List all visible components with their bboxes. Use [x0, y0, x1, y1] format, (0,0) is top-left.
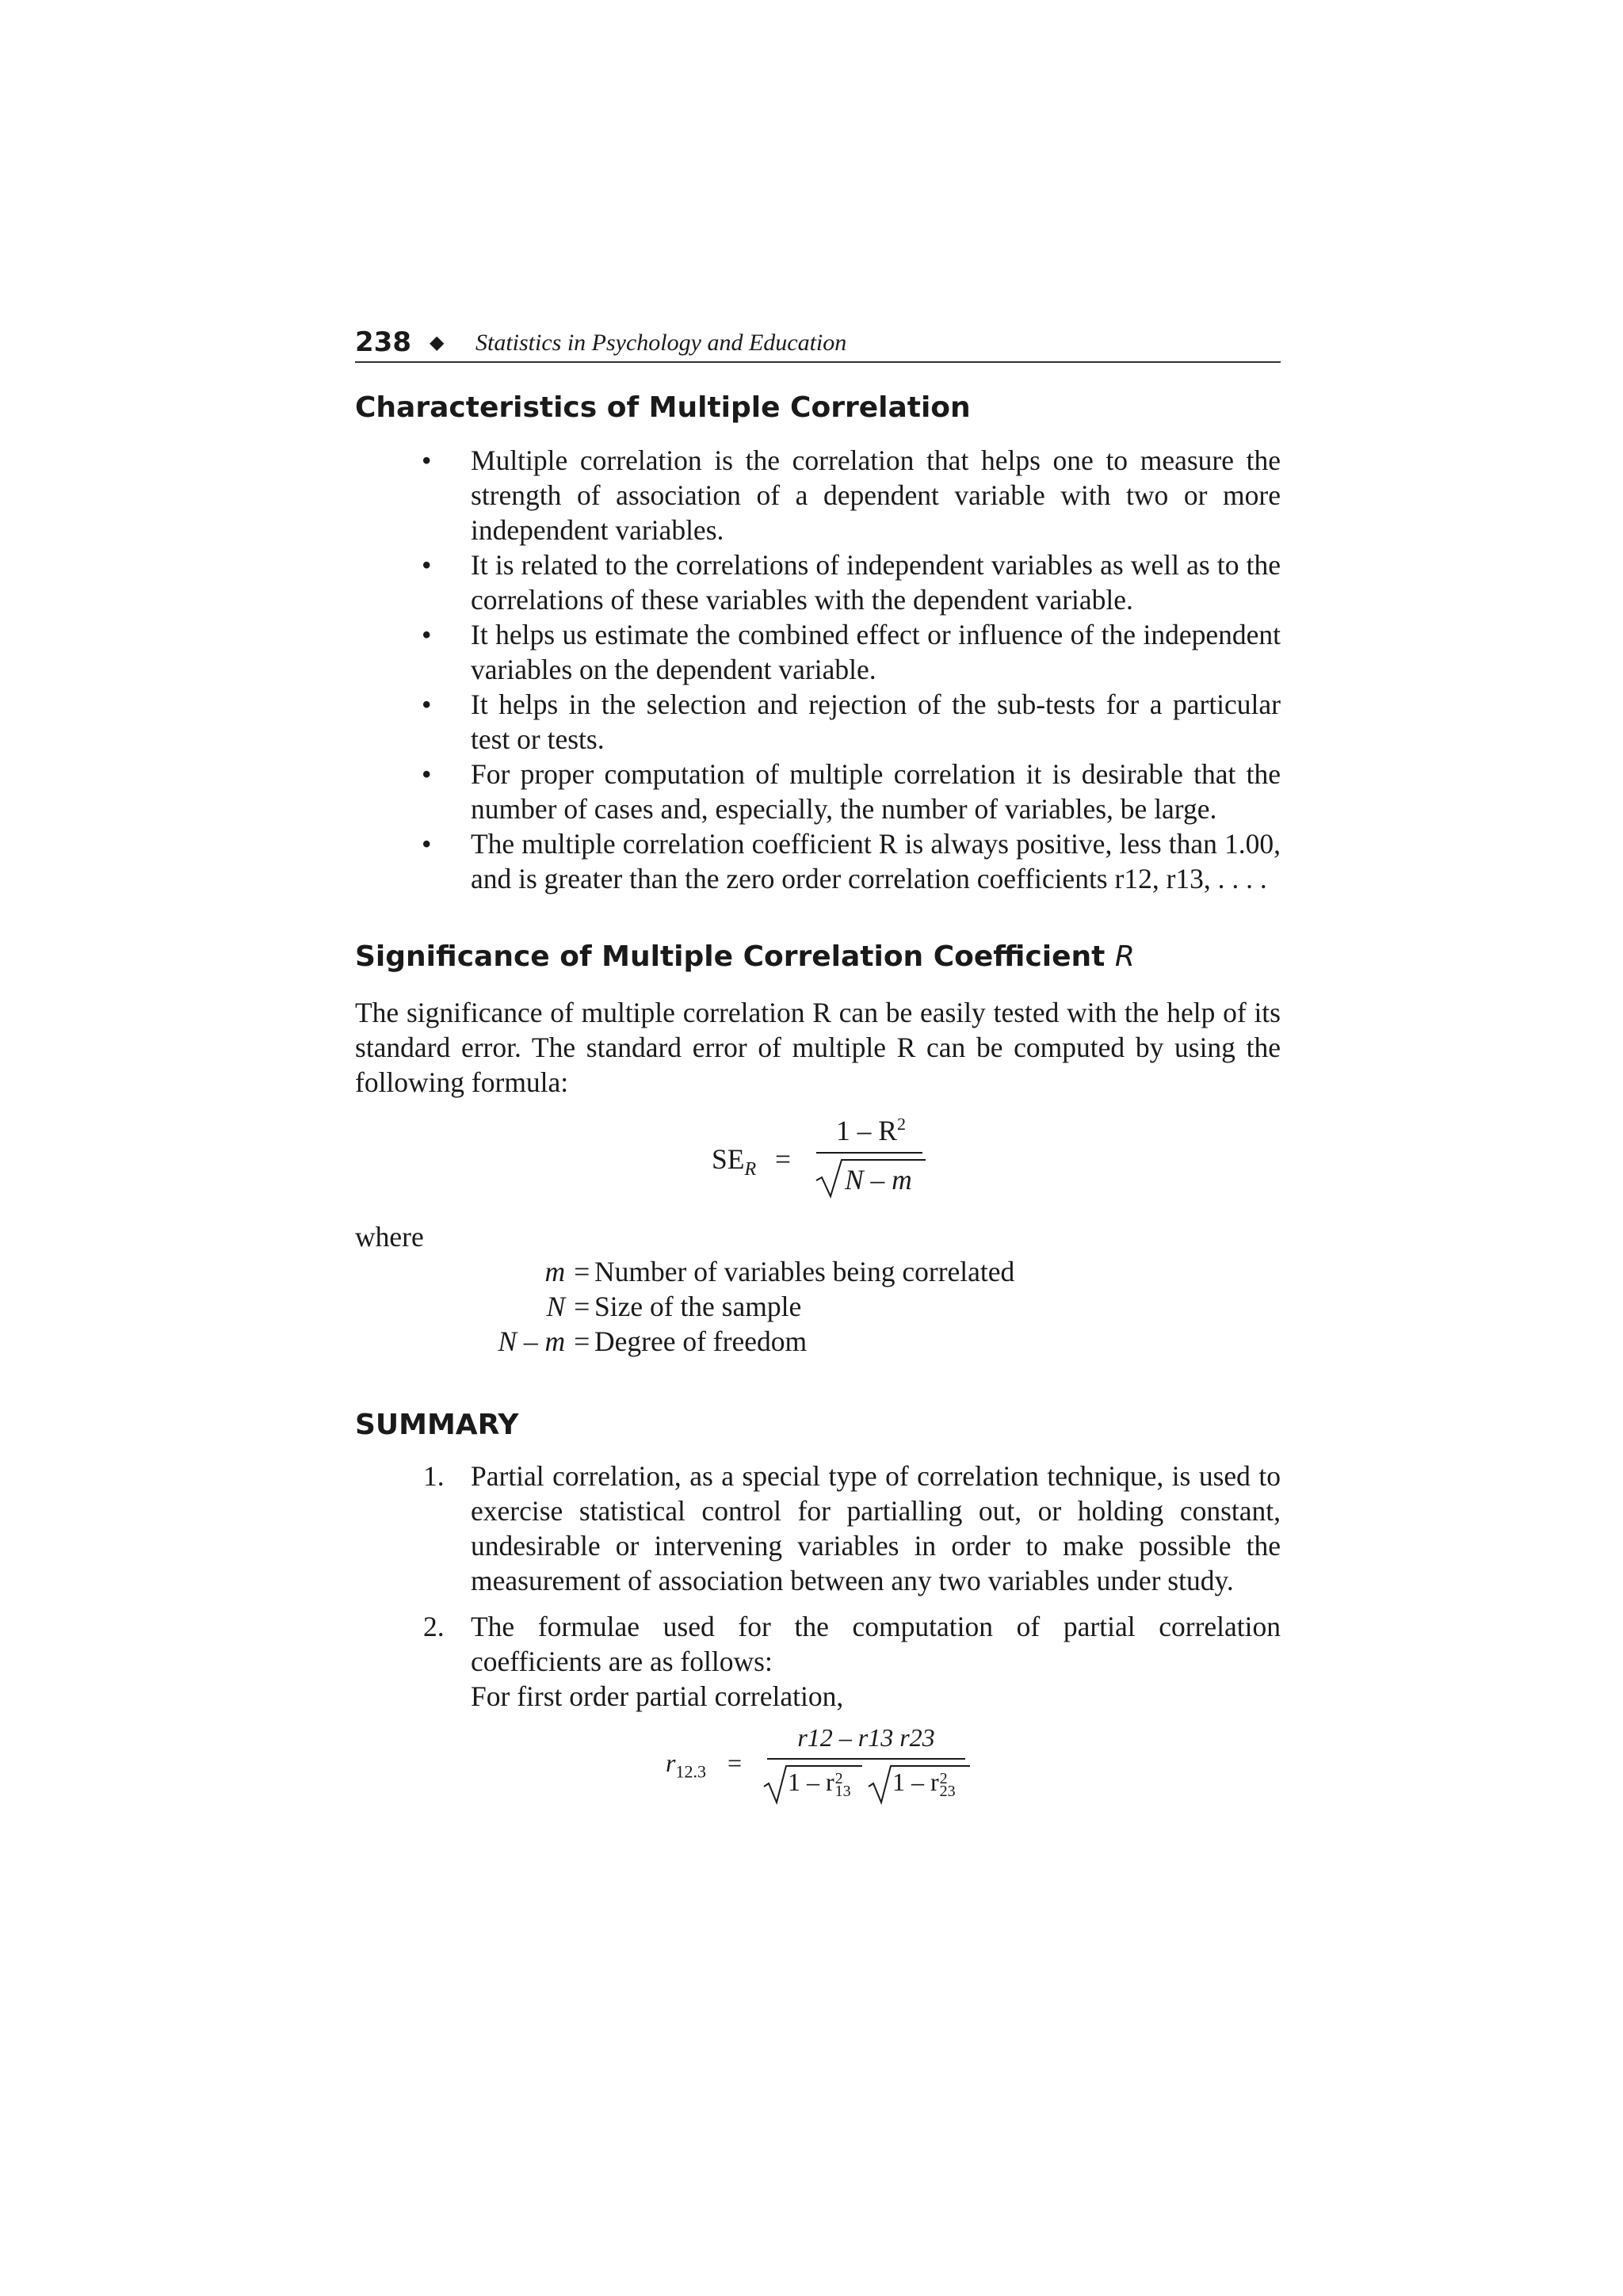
fraction-bar — [767, 1758, 965, 1760]
list-item-text: It is related to the correlations of independent variables as well as to the correlations of these variables with the dependent variable. — [471, 549, 1281, 616]
definitions — [355, 1253, 1281, 1364]
list-item — [355, 617, 1281, 687]
formula-lhs: $r_{12.3}$ — [666, 1749, 706, 1782]
equals-sign: = — [727, 1749, 743, 1777]
heading-text: Significance of Multiple Correlation Coefficient — [355, 940, 1106, 973]
characteristics-list — [355, 443, 1281, 896]
list-item — [355, 547, 1281, 617]
list-item — [355, 443, 1281, 547]
list-item-text: For proper computation of multiple correlation it is desirable that the number of cases and, especially, the number of variables, be large. — [471, 758, 1281, 825]
definition-row: m = Number of variables being correlated — [544, 1256, 1015, 1287]
list-item-text: Partial correlation, as a special type of correlation technique, is used to exercise statistical control for partialling out, or holding constant, undesirable or intervening variables in order to make possible the measurement of association between any two variables under study. — [471, 1460, 1281, 1596]
bullet-icon: • — [422, 758, 432, 790]
list-item-text: The formulae used for the computation of partial correlation coefficients are as follows: — [471, 1611, 1281, 1677]
section-heading-significance — [355, 940, 1281, 973]
standard-error-formula: $SE_R$ = $1 - R^2$ N – m — [355, 1114, 1281, 1201]
list-item-text: It helps in the selection and rejection of the sub-tests for a particular test or tests. — [471, 688, 1281, 755]
formula-lhs: $SE_R$ — [712, 1143, 757, 1180]
heading-symbol: R — [1114, 940, 1135, 973]
running-header — [355, 320, 1281, 363]
denominator-term-1: 1 – r 2 13 — [788, 1768, 851, 1800]
list-item — [355, 1459, 1281, 1598]
list-item — [355, 757, 1281, 826]
where-label: where — [355, 1221, 424, 1253]
denominator-term-2: 1 – r 2 23 — [892, 1768, 956, 1800]
fraction-bar — [816, 1152, 922, 1154]
definition-row: N = Size of the sample — [546, 1291, 802, 1322]
partial-correlation-formula — [355, 1723, 1281, 1817]
bullet-icon: • — [422, 828, 432, 860]
bullet-icon: • — [422, 549, 432, 581]
definition-row: N – m = Degree of freedom — [498, 1325, 808, 1357]
page-number: 238 — [355, 326, 411, 358]
bullet-icon: • — [422, 619, 432, 650]
document-page — [355, 320, 1281, 1817]
list-item — [355, 1609, 1281, 1714]
list-number: 2. — [423, 1611, 445, 1642]
significance-paragraph: The significance of multiple correlation R can be easily tested with the help of its standard error. The standard error of multiple R can be computed by using the following formula: — [355, 997, 1281, 1098]
list-number: 1. — [423, 1460, 445, 1492]
list-item-subtext: For first order partial correlation, — [471, 1680, 844, 1712]
list-item — [355, 687, 1281, 757]
list-item-text: The multiple correlation coefficient R is always positive, less than 1.00, and is greater than the zero order correlation coefficients r12, r13, . . . . — [471, 828, 1281, 894]
section-heading-characteristics: Characteristics of Multiple Correlation — [355, 391, 971, 424]
bullet-icon: • — [422, 444, 432, 476]
list-item — [355, 826, 1281, 896]
bullet-icon: • — [422, 688, 432, 720]
formula-numerator: r12 – r13 r23 — [797, 1723, 935, 1752]
diamond-icon: ◆ — [430, 331, 445, 353]
list-item-text: Multiple correlation is the correlation that helps one to measure the strength of association of a dependent variable with two or more independent variables. — [471, 444, 1281, 546]
section-heading-summary: SUMMARY — [355, 1409, 519, 1441]
summary-list — [355, 1459, 1281, 1714]
book-title: Statistics in Psychology and Education — [475, 330, 847, 356]
equals-sign: = — [775, 1143, 792, 1175]
formula-numerator: $1 - R^2$ — [836, 1114, 906, 1146]
list-item-text: It helps us estimate the combined effect or influence of the independent variables on the dependent variable. — [471, 619, 1281, 685]
